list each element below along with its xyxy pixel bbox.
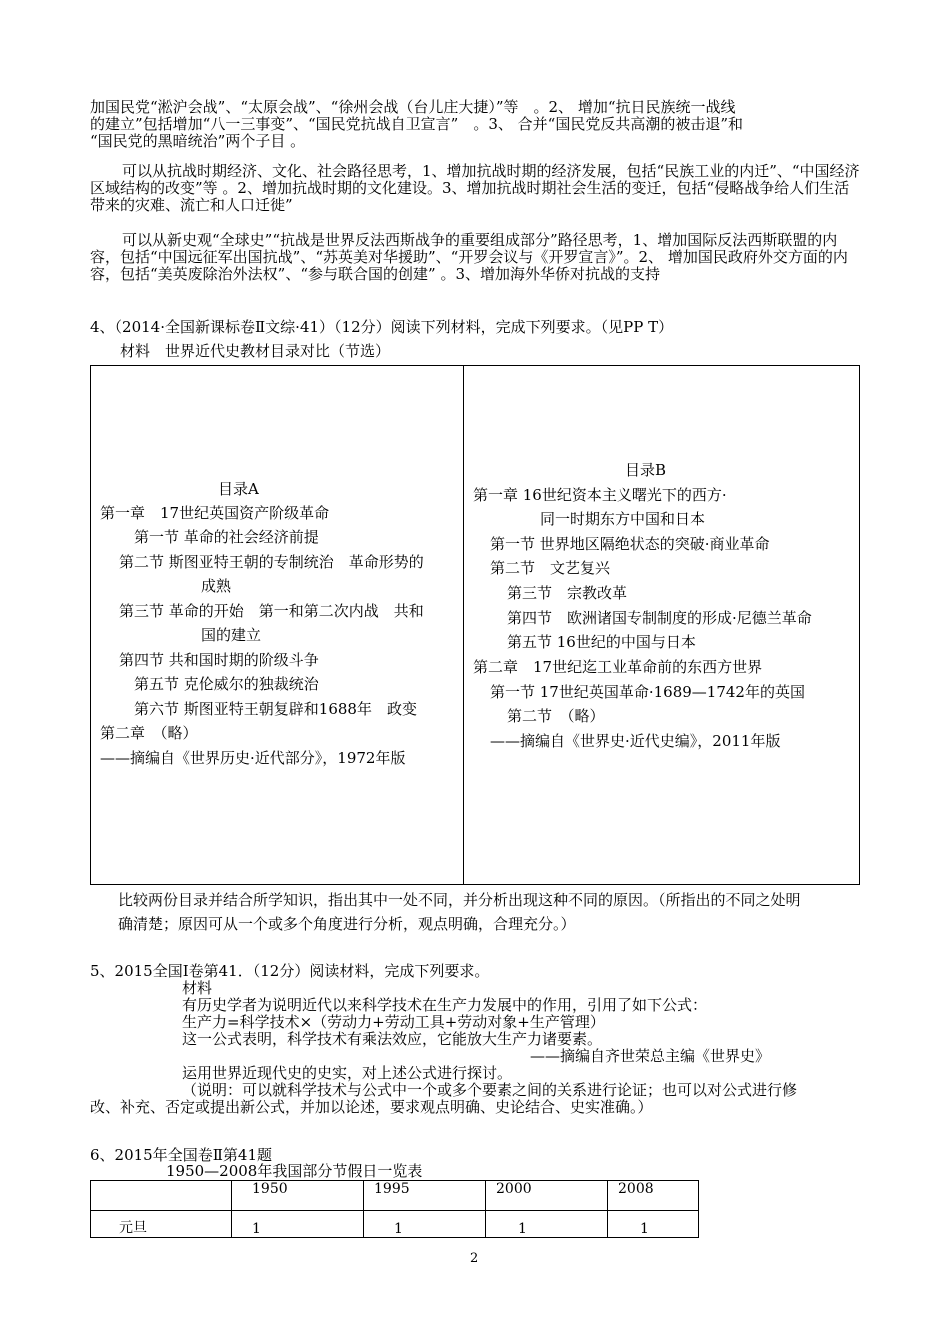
catalog-b-chapter-1-cont: 同一时期东方中国和日本 — [540, 510, 706, 528]
catalog-a-chapter-1: 第一章 17世纪英国资产阶级革命 — [100, 504, 330, 522]
q6-heading: 6、2015年全国卷Ⅱ第41题 — [90, 1146, 273, 1164]
catalog-a-title: 目录A — [218, 480, 259, 498]
q5-source: ——摘编自齐世荣总主编《世界史》 — [530, 1047, 771, 1065]
q5-material-label: 材料 — [182, 979, 213, 997]
q5-formula: 生产力=科学技术×（劳动力+劳动工具+劳动对象+生产管理） — [182, 1013, 605, 1031]
q4-material-title: 材料 世界近代史教材目录对比（节选） — [120, 342, 391, 360]
catalog-a-section-3-cont: 国的建立 — [201, 626, 262, 644]
catalog-comparison-table — [90, 365, 860, 885]
table-row — [91, 1211, 699, 1238]
page-number: 2 — [470, 1251, 479, 1266]
table-header-cell: 1950 — [232, 1181, 364, 1211]
table-header-cell: 1995 — [364, 1181, 486, 1211]
catalog-b-chapter-1: 第一章 16世纪资本主义曙光下的西方· — [473, 486, 727, 504]
catalog-a-chapter-2: 第二章 （略） — [100, 724, 198, 742]
intro-line-3: “国民党的黑暗统治”两个子目 。 — [90, 132, 306, 150]
catalog-b-section-2: 第二节 文艺复兴 — [490, 559, 611, 577]
q5-material-line-1: 有历史学者为说明近代以来科学技术在生产力发展中的作用，引用了如下公式： — [182, 996, 708, 1014]
catalog-b-title: 目录B — [625, 461, 667, 479]
table-cell — [91, 1181, 232, 1211]
holiday-table — [90, 1180, 699, 1238]
table-cell: 1 — [486, 1211, 608, 1238]
intro-paragraph-global-history: 可以从新史观“全球史”“抗战是世界反法西斯战争的重要组成部分”路径思考，1、增加国际反法西斯联盟的内容，包括“中国远征军出国抗战”、“苏英美对华援助”、“开罗会议与《开罗宣言》”。2、 增加国民政府外交方面的内容，包括“美英废除治外法权”、“参与联合国的创建” 。3、增加海外华侨对抗战的支持 — [90, 231, 848, 283]
q5-task: 运用世界近现代史的史实，对上述公式进行探讨。 — [182, 1064, 513, 1082]
q5-heading: 5、2015全国Ⅰ卷第41．（12分）阅读材料，完成下列要求。 — [90, 962, 490, 980]
table-header-cell: 2000 — [486, 1181, 608, 1211]
catalog-b-section-1: 第一节 世界地区隔绝状态的突破·商业革命 — [490, 535, 770, 553]
catalog-b-section-2-1: 第一节 17世纪英国革命·1689—1742年的英国 — [490, 683, 805, 701]
catalog-a-section-5: 第五节 克伦威尔的独裁统治 — [134, 675, 319, 693]
q4-question-line-2: 确清楚；原因可从一个或多个角度进行分析，观点明确，合理充分。） — [118, 915, 576, 933]
catalog-b-section-4: 第四节 欧洲诸国专制制度的形成·尼德兰革命 — [507, 609, 812, 627]
catalog-b-section-5: 第五节 16世纪的中国与日本 — [507, 633, 696, 651]
intro-line-2: 的建立”包括增加“八一三事变”、“国民党抗战自卫宣言” 。3、 合并“国民党反共高潮的被击退”和 — [90, 115, 743, 133]
catalog-a-section-6: 第六节 斯图亚特王朝复辟和1688年 政变 — [134, 700, 417, 718]
table-header-cell: 2008 — [608, 1181, 699, 1211]
catalog-b-source: ——摘编自《世界史·近代史编》，2011年版 — [490, 732, 781, 750]
intro-paragraph-economy: 可以从抗战时期经济、文化、社会路径思考，1、增加抗战时期的经济发展，包括“民族工业的内迁”、“中国经济区域结构的改变”等 。2、增加抗战时期的文化建设。3、增加抗战时期社会生活的变迁，包括“侵略战争给人们生活带来的灾难、流亡和人口迁徙” — [90, 162, 860, 214]
catalog-b-section-3: 第三节 宗教改革 — [507, 584, 628, 602]
q5-note-line-2: 改、补充、否定或提出新公式，并加以论述，要求观点明确、史论结合、史实准确。） — [90, 1098, 653, 1116]
q5-material-line-3: 这一公式表明，科学技术有乘法效应，它能放大生产力诸要素。 — [182, 1030, 603, 1048]
q6-table-title: 1950—2008年我国部分节假日一览表 — [166, 1162, 423, 1180]
table-cell: 1 — [608, 1211, 699, 1238]
q5-note-line-1: （说明：可以就科学技术与公式中一个或多个要素之间的关系进行论证；也可以对公式进行修 — [182, 1081, 798, 1099]
catalog-a-section-3: 第三节 革命的开始 第一和第二次内战 共和 — [119, 602, 424, 620]
table-cell: 1 — [232, 1211, 364, 1238]
catalog-a-section-4: 第四节 共和国时期的阶级斗争 — [119, 651, 319, 669]
q4-question-line-1: 比较两份目录并结合所学知识，指出其中一处不同，并分析出现这种不同的原因。（所指出的不同之处明 — [118, 891, 801, 909]
catalog-a-source: ——摘编自《世界历史·近代部分》，1972年版 — [100, 749, 406, 767]
catalog-a-section-2: 第二节 斯图亚特王朝的专制统治 革命形势的 — [119, 553, 424, 571]
table-divider — [463, 366, 464, 884]
catalog-b-chapter-2: 第二章 17世纪迄工业革命前的东西方世界 — [473, 658, 763, 676]
catalog-b-section-2-2: 第二节 （略） — [507, 707, 605, 725]
table-cell: 1 — [364, 1211, 486, 1238]
holiday-table-header-row — [91, 1181, 699, 1211]
q4-heading: 4、（2014·全国新课标卷Ⅱ文综·41）（12分）阅读下列材料，完成下列要求。（见PP T） — [90, 318, 674, 336]
table-cell-holiday-name: 元旦 — [91, 1211, 232, 1238]
catalog-a-section-1: 第一节 革命的社会经济前提 — [134, 528, 319, 546]
catalog-a-section-2-cont: 成熟 — [201, 577, 232, 595]
intro-line-1: 加国民党“淞沪会战”、“太原会战”、“徐州会战（台儿庄大捷）”等 。2、 增加“抗日民族统一战线 — [90, 98, 736, 116]
